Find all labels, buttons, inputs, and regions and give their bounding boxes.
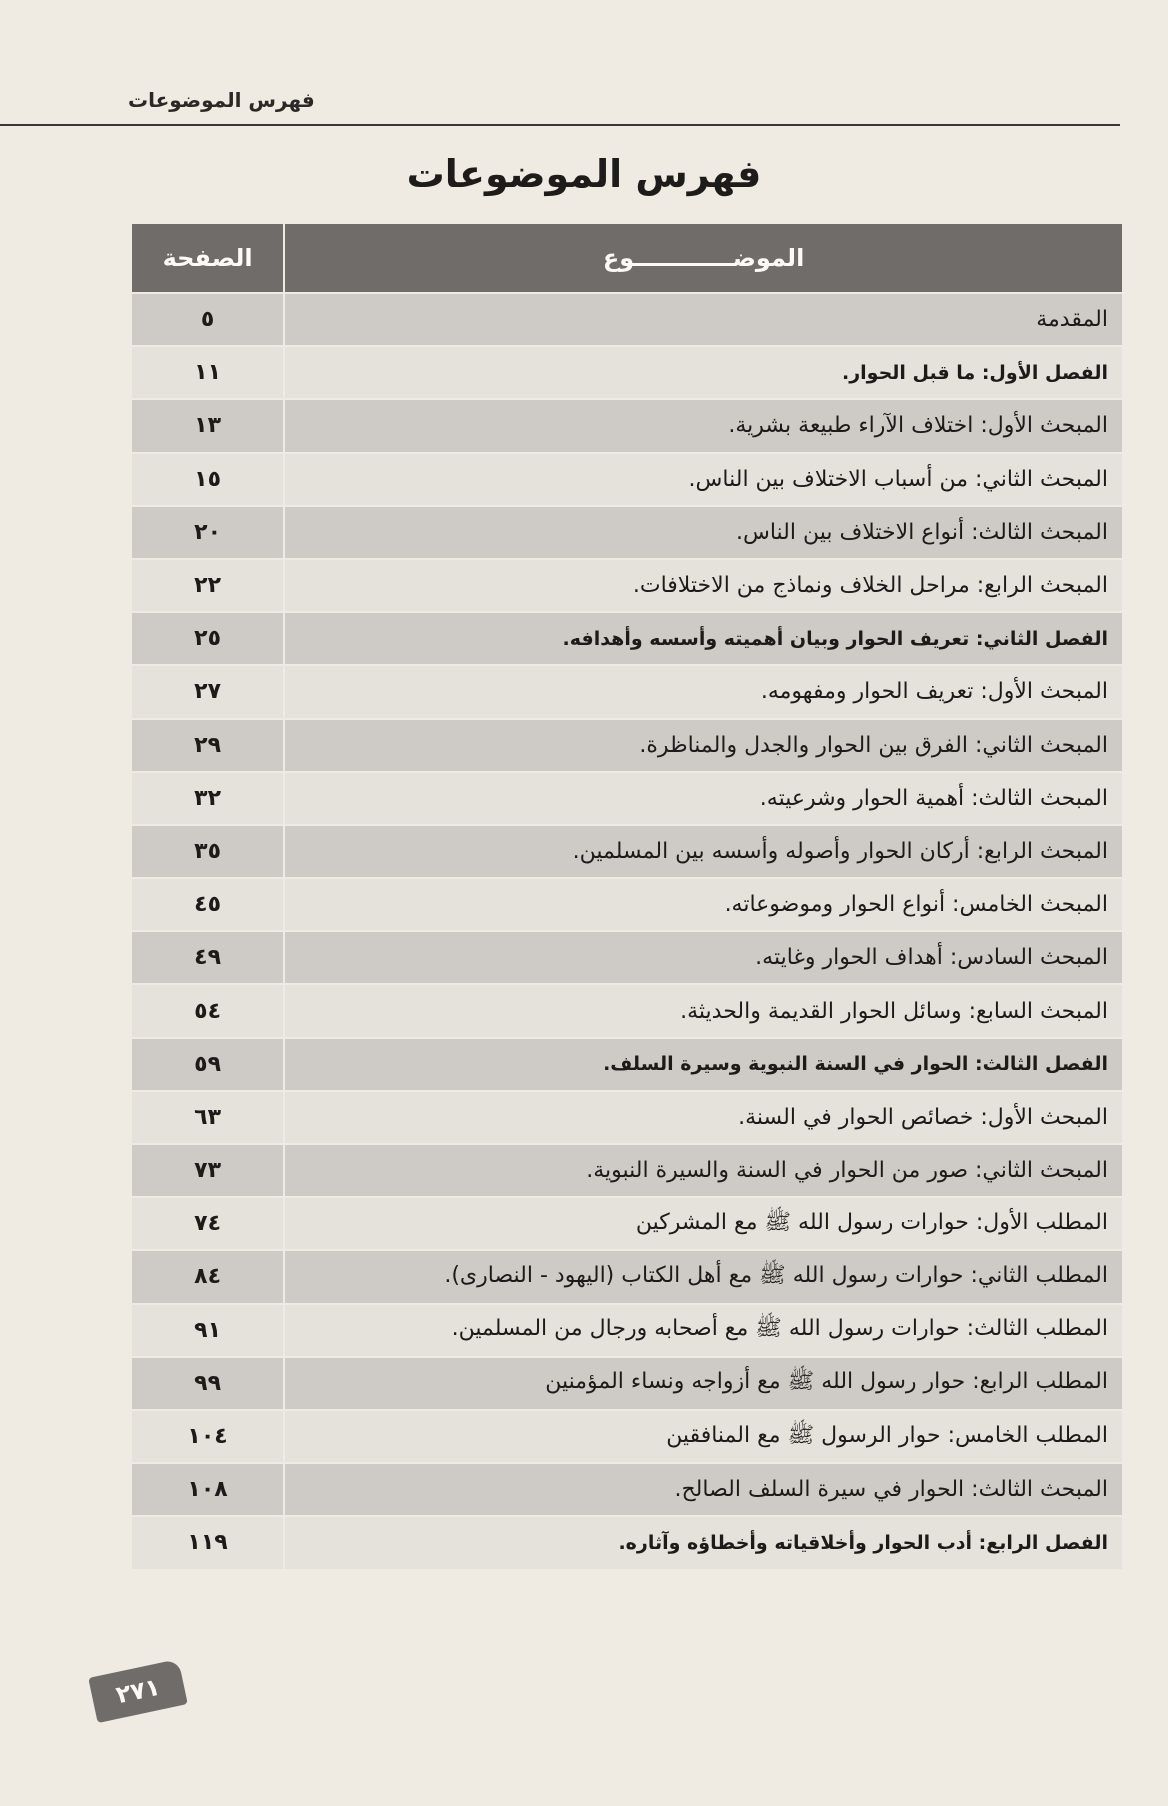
toc-page-number: ٦٣ bbox=[131, 1091, 284, 1144]
toc-row bbox=[131, 559, 1123, 612]
toc-topic: المقدمة bbox=[284, 293, 1123, 346]
toc-topic: الفصل الثالث: الحوار في السنة النبوية وسيرة السلف. bbox=[284, 1038, 1123, 1091]
page-title: فهرس الموضوعات bbox=[406, 152, 762, 196]
toc-table bbox=[130, 222, 1124, 1571]
toc-page-number: ٥٩ bbox=[131, 1038, 284, 1091]
toc-topic: الفصل الأول: ما قبل الحوار. bbox=[284, 346, 1123, 399]
toc-page-number: ٢٥ bbox=[131, 612, 284, 665]
toc-row bbox=[131, 1091, 1123, 1144]
toc-page-number: ٧٣ bbox=[131, 1144, 284, 1197]
toc-row bbox=[131, 825, 1123, 878]
toc-page-number: ١٠٨ bbox=[131, 1463, 284, 1516]
toc-topic: المبحث الثاني: من أسباب الاختلاف بين الناس. bbox=[284, 453, 1123, 506]
toc-row bbox=[131, 506, 1123, 559]
toc-row bbox=[131, 719, 1123, 772]
toc-page-number: ١٥ bbox=[131, 453, 284, 506]
page-column-header: الصفحة bbox=[131, 223, 284, 293]
toc-topic: المبحث الثاني: صور من الحوار في السنة والسيرة النبوية. bbox=[284, 1144, 1123, 1197]
page-number-tab bbox=[88, 1659, 188, 1723]
toc-topic: الفصل الثاني: تعريف الحوار وبيان أهميته وأسسه وأهدافه. bbox=[284, 612, 1123, 665]
toc-page-number: ١٣ bbox=[131, 399, 284, 452]
toc-row bbox=[131, 1250, 1123, 1303]
toc-page-number: ٥ bbox=[131, 293, 284, 346]
toc-topic: الفصل الرابع: أدب الحوار وأخلاقياته وأخطاؤه وآثاره. bbox=[284, 1516, 1123, 1569]
toc-topic: المبحث السابع: وسائل الحوار القديمة والحديثة. bbox=[284, 984, 1123, 1037]
toc-topic: المطلب الرابع: حوار رسول الله ﷺ مع أزواجه ونساء المؤمنين bbox=[284, 1357, 1123, 1410]
toc-page-number: ٨٤ bbox=[131, 1250, 284, 1303]
toc-row bbox=[131, 984, 1123, 1037]
toc-page-number: ١١ bbox=[131, 346, 284, 399]
toc-page-number: ٢٧ bbox=[131, 665, 284, 718]
toc-topic: المبحث الخامس: أنواع الحوار وموضوعاته. bbox=[284, 878, 1123, 931]
toc-page-number: ٢٩ bbox=[131, 719, 284, 772]
toc-topic: المطلب الأول: حوارات رسول الله ﷺ مع المشركين bbox=[284, 1197, 1123, 1250]
toc-topic: المبحث السادس: أهداف الحوار وغايته. bbox=[284, 931, 1123, 984]
toc-row bbox=[131, 612, 1123, 665]
toc-row bbox=[131, 1038, 1123, 1091]
toc-row bbox=[131, 1144, 1123, 1197]
toc-page-number: ٢٢ bbox=[131, 559, 284, 612]
toc-row bbox=[131, 346, 1123, 399]
toc-page-number: ٩١ bbox=[131, 1304, 284, 1357]
toc-page-number: ١١٩ bbox=[131, 1516, 284, 1569]
toc-topic: المبحث الأول: خصائص الحوار في السنة. bbox=[284, 1091, 1123, 1144]
toc-row bbox=[131, 1410, 1123, 1463]
toc-topic: المطلب الثاني: حوارات رسول الله ﷺ مع أهل الكتاب (اليهود - النصارى). bbox=[284, 1250, 1123, 1303]
toc-page-number: ١٠٤ bbox=[131, 1410, 284, 1463]
toc-row bbox=[131, 1304, 1123, 1357]
toc-topic: المطلب الثالث: حوارات رسول الله ﷺ مع أصحابه ورجال من المسلمين. bbox=[284, 1304, 1123, 1357]
toc-topic: المبحث الأول: اختلاف الآراء طبيعة بشرية. bbox=[284, 399, 1123, 452]
topic-column-header: الموضــــــــــــوع bbox=[284, 223, 1123, 293]
page-number: ٢٧١ bbox=[113, 1672, 163, 1710]
toc-row bbox=[131, 1357, 1123, 1410]
toc-row bbox=[131, 931, 1123, 984]
toc-topic: المبحث الثالث: أهمية الحوار وشرعيته. bbox=[284, 772, 1123, 825]
toc-topic: المبحث الرابع: أركان الحوار وأصوله وأسسه بين المسلمين. bbox=[284, 825, 1123, 878]
toc-topic: المبحث الأول: تعريف الحوار ومفهومه. bbox=[284, 665, 1123, 718]
toc-row bbox=[131, 1516, 1123, 1569]
header-rule bbox=[0, 124, 1120, 126]
toc-page-number: ٣٢ bbox=[131, 772, 284, 825]
toc-topic: المبحث الرابع: مراحل الخلاف ونماذج من الاختلافات. bbox=[284, 559, 1123, 612]
toc-topic: المبحث الثالث: أنواع الاختلاف بين الناس. bbox=[284, 506, 1123, 559]
toc-topic: المبحث الثالث: الحوار في سيرة السلف الصالح. bbox=[284, 1463, 1123, 1516]
toc-row bbox=[131, 1463, 1123, 1516]
toc-row bbox=[131, 453, 1123, 506]
toc-page-number: ٢٠ bbox=[131, 506, 284, 559]
toc-header-row bbox=[131, 223, 1123, 293]
toc-body bbox=[131, 293, 1123, 1570]
toc-row bbox=[131, 399, 1123, 452]
toc-topic: المطلب الخامس: حوار الرسول ﷺ مع المنافقين bbox=[284, 1410, 1123, 1463]
toc-page-number: ٤٥ bbox=[131, 878, 284, 931]
toc-row bbox=[131, 665, 1123, 718]
toc-page-number: ٤٩ bbox=[131, 931, 284, 984]
toc-page-number: ٧٤ bbox=[131, 1197, 284, 1250]
toc-row bbox=[131, 1197, 1123, 1250]
toc-page-number: ٣٥ bbox=[131, 825, 284, 878]
toc-page-number: ٥٤ bbox=[131, 984, 284, 1037]
running-header: فهرس الموضوعات bbox=[128, 88, 315, 112]
toc-page-number: ٩٩ bbox=[131, 1357, 284, 1410]
toc-topic: المبحث الثاني: الفرق بين الحوار والجدل والمناظرة. bbox=[284, 719, 1123, 772]
toc-row bbox=[131, 878, 1123, 931]
toc-row bbox=[131, 293, 1123, 346]
toc-row bbox=[131, 772, 1123, 825]
